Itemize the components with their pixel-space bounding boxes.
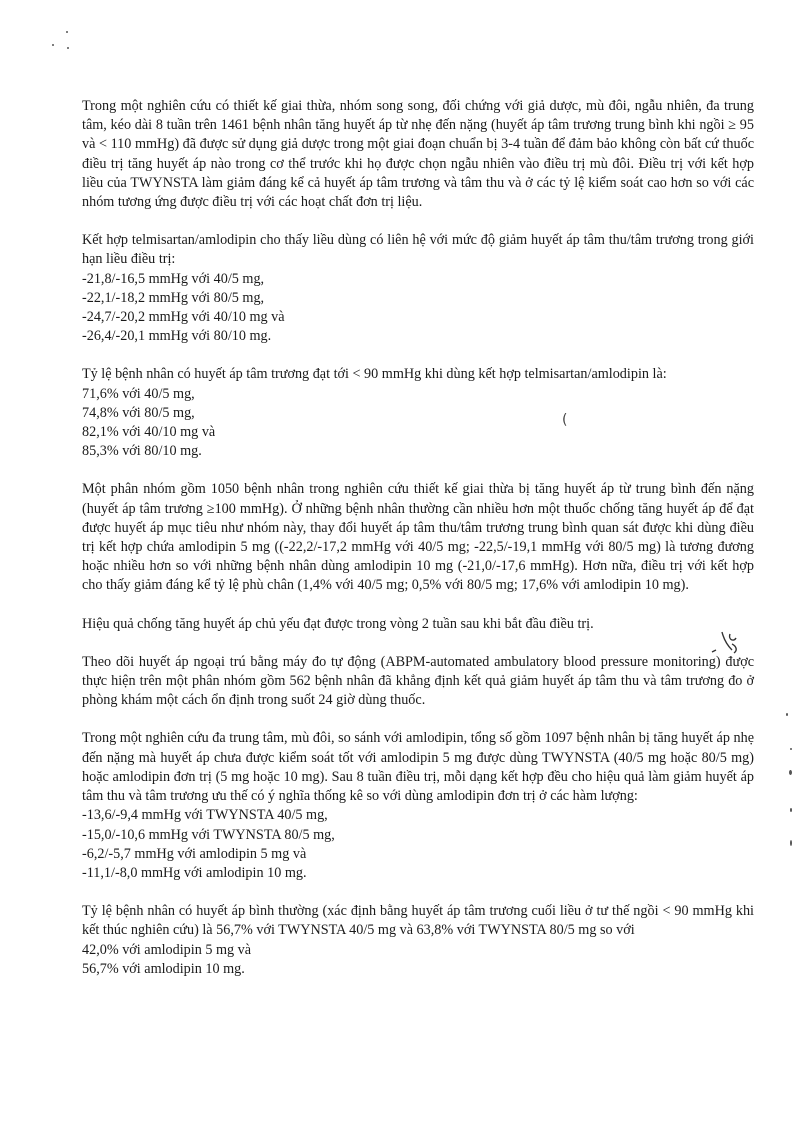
scan-speck: [52, 44, 54, 46]
list-item: 82,1% với 40/10 mg và: [82, 424, 216, 441]
scan-speck: [66, 31, 68, 33]
paragraph-intro: Tỷ lệ bệnh nhân có huyết áp bình thường (xác định bằng huyết áp tâm trương cuối liều ở tư thế ngồi < 90 mmHg khi kết thúc nghiên cứu) là 56,7% với TWYNSTA 40/5 mg và 63,8% với TWYNSTA 80/5 mg so với: [82, 903, 754, 939]
list-item: 74,8% với 80/5 mg,: [82, 404, 195, 421]
scan-speck: [789, 770, 792, 775]
scan-speck: [790, 808, 792, 812]
paragraph-intro: Trong một nghiên cứu đa trung tâm, mù đôi, so sánh với amlodipin, tổng số gồm 1097 bệnh nhân bị tăng huyết áp nhẹ đến nặng mà huyết áp chưa được kiểm soát tốt với amlodipin 5 mg được dùng TWYNSTA (40/5 mg hoặc 80/5 mg) hoặc amlodipin đơn trị (5 mg hoặc 10 mg). Sau 8 tuần điều trị, mỗi dạng kết hợp đều cho hiệu quả làm giảm huyết áp tâm thu và tâm trương ưu thế có ý nghĩa thống kê so với dùng amlodipin đơn trị ở các hàm lượng:: [82, 730, 754, 805]
list-item: -11,1/-8,0 mmHg với amlodipin 10 mg.: [82, 864, 307, 881]
paragraph-abpm: Theo dõi huyết áp ngoại trú bằng máy đo tự động (ABPM-automated ambulatory blood pressure monitoring) được thực hiện trên một phân nhóm gồm 562 bệnh nhân đã khẳng định kết quả giảm huyết áp tâm thu và tâm trương đo ở phòng khám một cách ổn định trong suốt 24 giờ dùng thuốc.: [82, 653, 754, 709]
list-item: -6,2/-5,7 mmHg với amlodipin 5 mg và: [82, 845, 307, 862]
paragraph-onset: Hiệu quả chống tăng huyết áp chủ yếu đạt được trong vòng 2 tuần sau khi bắt đầu điều trị.: [82, 615, 594, 632]
handwritten-mark: (: [562, 412, 568, 428]
document-body: [82, 97, 754, 998]
list-item: -24,7/-20,2 mmHg với 40/10 mg và: [82, 309, 285, 326]
list-item: -13,6/-9,4 mmHg với TWYNSTA 40/5 mg,: [82, 807, 328, 824]
paragraph-study-design: Trong một nghiên cứu có thiết kế giai thừa, nhóm song song, đối chứng với giả dược, mù đôi, ngẫu nhiên, đa trung tâm, kéo dài 8 tuần trên 1461 bệnh nhân tăng huyết áp từ nhẹ đến nặng (huyết áp tâm trương trung bình khi ngồi ≥ 95 và < 110 mmHg) đã được sử dụng giả dược trong một giai đoạn chuẩn bị 3-4 tuần để đảm bảo không còn bất cứ thuốc điều trị tăng huyết áp nào trong cơ thể trước khi họ được chọn ngẫu nhiên vào điều trị mù đôi. Điều trị với kết hợp liều của TWYNSTA làm giảm đáng kể cả huyết áp tâm trương và tâm thu và ở các tỷ lệ kiểm soát cao hơn so với các nhóm tương ứng được điều trị với các hoạt chất đơn trị liệu.: [82, 98, 754, 211]
list-item: 85,3% với 80/10 mg.: [82, 443, 202, 460]
list-item: 56,7% với amlodipin 10 mg.: [82, 960, 245, 977]
list-item: 71,6% với 40/5 mg,: [82, 385, 195, 402]
scan-speck: [786, 713, 788, 716]
paragraph-subgroup: Một phân nhóm gồm 1050 bệnh nhân trong nghiên cứu thiết kế giai thừa bị tăng huyết áp từ trung bình đến nặng (huyết áp tâm trương ≥100 mmHg). Ở những bệnh nhân thường cần nhiều hơn một thuốc chống tăng huyết áp để đạt được huyết áp mục tiêu như nhóm này, thay đổi huyết áp tâm thu/tâm trương trung bình quan sát được khi dùng điều trị kết hợp chứa amlodipin 5 mg ((-22,2/-17,2 mmHg với 40/5 mg; -22,5/-19,1 mmHg với 80/5 mg) là tương đương hoặc nhiều hơn so với những bệnh nhân dùng amlodipin 10 mg (-21,0/-17,6 mmHg). Hơn nữa, điều trị với kết hợp cho thấy giảm đáng kể tỷ lệ phù chân (1,4% với 40/5 mg; 0,5% với 80/5 mg; 17,6% với amlodipin 10 mg).: [82, 481, 754, 594]
list-item: 42,0% với amlodipin 5 mg và: [82, 941, 252, 958]
scan-speck: [67, 47, 69, 49]
paragraph-amlodipin-comparison: [82, 729, 754, 883]
paragraph-normalization: [82, 902, 754, 979]
paragraph-dose-response: [82, 231, 754, 346]
list-item: -26,4/-20,1 mmHg với 80/10 mg.: [82, 328, 272, 345]
list-item: -15,0/-10,6 mmHg với TWYNSTA 80/5 mg,: [82, 826, 335, 843]
paragraph-intro: Kết hợp telmisartan/amlodipin cho thấy liều dùng có liên hệ với mức độ giảm huyết áp tâm thu/tâm trương trong giới hạn liều điều trị:: [82, 232, 754, 268]
scan-speck: [790, 748, 792, 750]
list-item: -22,1/-18,2 mmHg với 80/5 mg,: [82, 289, 265, 306]
paragraph-intro: Tỷ lệ bệnh nhân có huyết áp tâm trương đạt tới < 90 mmHg khi dùng kết hợp telmisartan/amlodipin là:: [82, 366, 667, 383]
paragraph-control-rates: [82, 365, 754, 461]
list-item: -21,8/-16,5 mmHg với 40/5 mg,: [82, 270, 265, 287]
scan-speck: [790, 840, 792, 846]
